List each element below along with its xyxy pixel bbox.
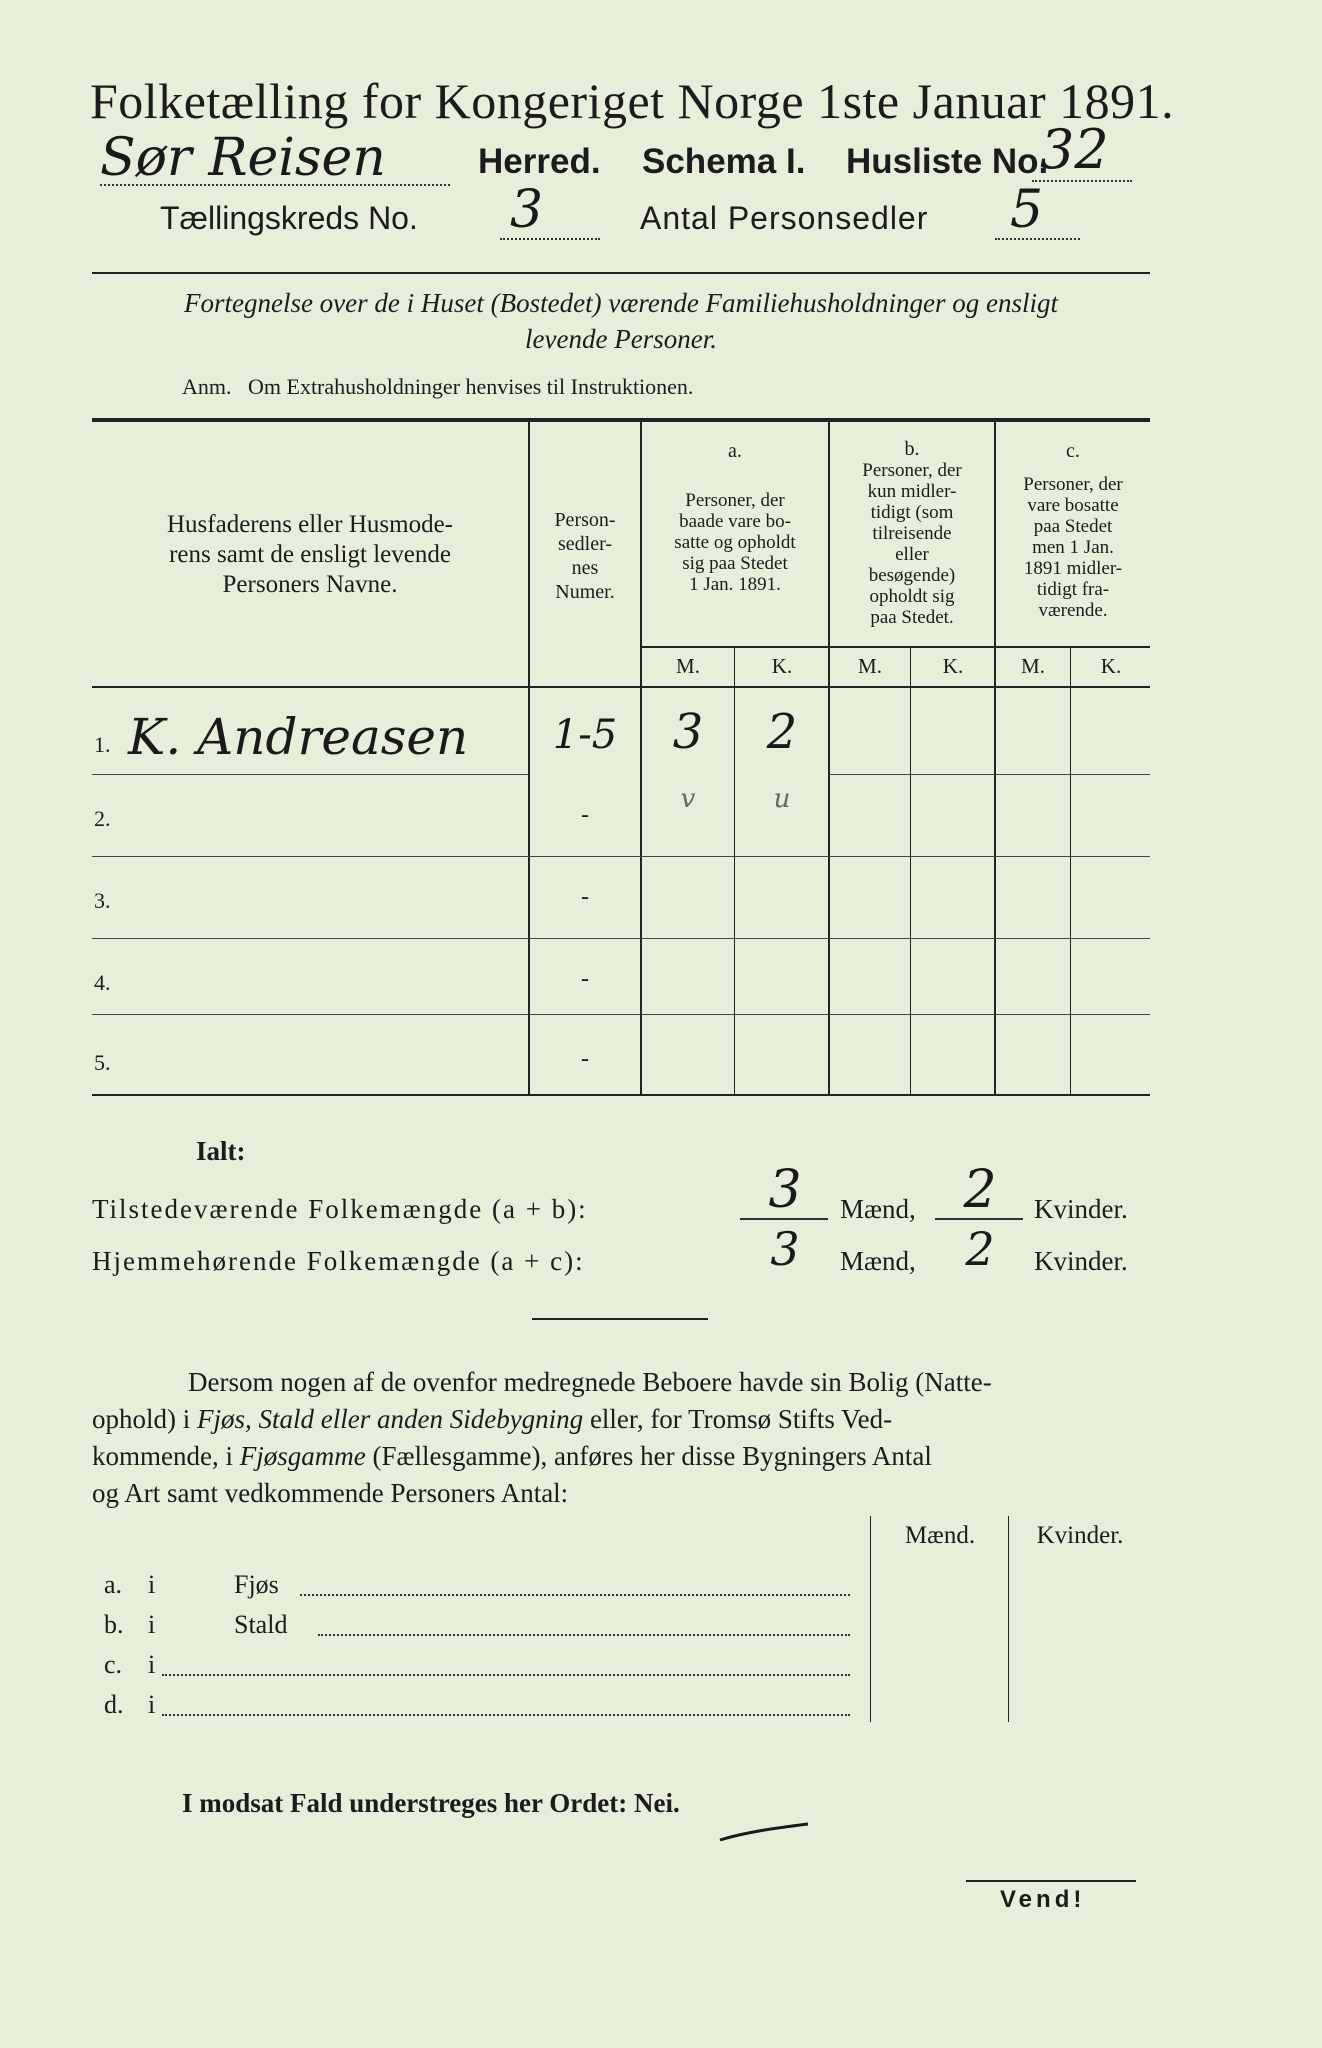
col-a-text-line: 1 Jan. 1891. [689,574,781,595]
b-k-label: K. [942,654,964,678]
col-b-header [830,460,994,628]
row-a-k: u [773,784,791,814]
col-name-header: Husfaderens eller Husmode- rens samt de ensligt levende Personers Navne. [166,511,453,598]
antal-number: 5 [1010,180,1044,240]
col-a-letter: a. [728,440,742,462]
col-b-text-line: kun midler- [867,481,957,502]
intro-line-1: Fortegnelse over de i Huset (Bostedet) værende Familiehusholdninger og ensligt [183,288,1059,318]
c-k-label: K. [1100,654,1122,678]
husliste-label: Husliste No. [846,142,1049,181]
ialt-label: Ialt: [196,1136,246,1166]
col-b-text-line: tidigt (som [870,502,954,523]
table-row [92,690,1150,772]
table-row [92,938,1150,1020]
list-item: d. i [104,1690,864,1726]
table-row [92,1014,1150,1094]
row-numer: - [581,1046,589,1072]
row-numer: - [581,884,589,910]
intro-line-2: levende Personer. [525,324,717,354]
col-c-text-line: 1891 midler- [1023,558,1123,579]
vend-rule [966,1880,1136,1882]
nei-underline [716,1818,812,1848]
taellingskreds-dotline [500,238,600,240]
tilstede-kvinder-label: Kvinder. [1034,1194,1128,1224]
hjemme-kvinder-value: 2 [965,1222,995,1276]
table-body [92,690,1150,1094]
herred-handwritten: Sør Reisen [100,128,386,188]
table-bottom-rule [92,1094,1150,1096]
row-a-m: v [680,784,696,814]
col-b-text-line: eller [895,544,929,565]
tilstede-kvinder-value: 2 [963,1160,997,1220]
row-a-m: 3 [672,704,704,760]
buildings-col-kvinder: Kvinder. [1036,1522,1124,1549]
col-c-text-line: vare bosatte [1027,495,1119,516]
row-index: 1. [94,732,111,757]
col-b-letter: b. [904,438,920,460]
a-m-label: M. [676,654,700,678]
husliste-number: 32 [1040,118,1109,181]
row-numer: 1-5 [552,712,618,758]
antal-dotline [995,238,1080,240]
hjemme-kvinder-label: Kvinder. [1034,1246,1128,1276]
list-item: c. i [104,1650,864,1686]
table-header-rule [92,686,1150,688]
row-numer: - [581,966,589,992]
col-a-text-line: sig paa Stedet [682,553,788,574]
row-index: 3. [94,888,111,913]
header-rule [92,272,1150,274]
row-a-k: 2 [766,704,798,760]
col-a-text-line: baade vare bo- [679,511,791,532]
row-index: 5. [94,1050,111,1075]
table-row [92,774,1150,856]
buildings-paragraph: Dersom nogen af de ovenfor medregnede Beboere havde sin Bolig (Natte- ophold) i Fjøs, Stald eller anden Sidebygning eller, for Tromsø Stifts Ved- kommende, i Fjøsgamme (Fællesgamme), anføres her disse Bygningers Antal og Art samt vedkommende Personers Antal: [92,1367,992,1508]
col-c-text-line: værende. [1038,600,1108,621]
col-c-text-line: paa Stedet [1033,516,1113,537]
taellingskreds-label: Tællingskreds No. [160,200,418,236]
antal-label: Antal Personsedler [640,200,929,236]
a-k-label: K. [771,654,793,678]
buildings-divider-1 [870,1516,871,1722]
col-num-header: Person- sedler- nes Numer. [554,509,616,603]
row-name: K. Andreasen [128,708,469,766]
buildings-list [104,1570,864,1730]
col-a-text-line: Personer, der [685,490,785,511]
section-divider [532,1318,708,1320]
tilstede-maend-value: 3 [768,1160,802,1220]
tilstede-maend-line [740,1218,828,1220]
modsat-fald-text: I modsat Fald understreges her Ordet: Nei. [182,1788,680,1818]
row-index: 4. [94,970,111,995]
col-a-header [642,490,828,595]
row-index: 2. [94,806,111,831]
herred-dotline [100,184,450,186]
hjemme-maend-value: 3 [770,1222,800,1276]
hjemme-label: Hjemmehørende Folkemængde (a + c): [92,1246,585,1276]
hjemme-maend-label: Mænd, [840,1246,916,1276]
row-numer: - [581,802,589,828]
tilstede-label: Tilstedeværende Folkemængde (a + b): [92,1194,588,1224]
col-a-text-line: satte og opholdt [674,532,796,553]
mk-rule [640,646,1150,648]
c-m-label: M. [1021,654,1045,678]
taellingskreds-number: 3 [510,180,544,240]
list-item: a. i Fjøs [104,1570,864,1606]
table-top-rule [92,418,1150,422]
list-item: b. i Stald [104,1610,864,1646]
herred-label: Herred. [478,142,601,181]
col-b-text-line: opholdt sig [869,586,955,607]
husliste-dotline [1032,180,1132,182]
tilstede-maend-label: Mænd, [840,1194,916,1224]
col-c-text-line: men 1 Jan. [1032,537,1114,558]
col-b-text-line: Personer, der [862,460,962,481]
buildings-divider-2 [1008,1516,1009,1722]
col-c-text-line: Personer, der [1023,474,1123,495]
col-b-text-line: besøgende) [868,565,956,586]
table-row [92,856,1150,938]
buildings-col-maend: Mænd. [904,1522,976,1549]
schema-label: Schema I. [642,142,806,181]
col-c-text-line: tidigt fra- [1036,579,1110,600]
col-b-text-line: paa Stedet. [870,607,954,628]
b-m-label: M. [858,654,882,678]
anm-note: Anm. Om Extrahusholdninger henvises til Instruktionen. [182,374,694,399]
form-title: Folketælling for Kongeriget Norge 1ste Januar 1891. [90,73,1175,129]
tilstede-kvinder-line [935,1218,1023,1220]
col-b-text-line: tilreisende [872,523,952,544]
col-c-letter: c. [1066,440,1080,462]
vend-label: Vend! [1000,1886,1086,1913]
col-c-header [996,474,1150,621]
